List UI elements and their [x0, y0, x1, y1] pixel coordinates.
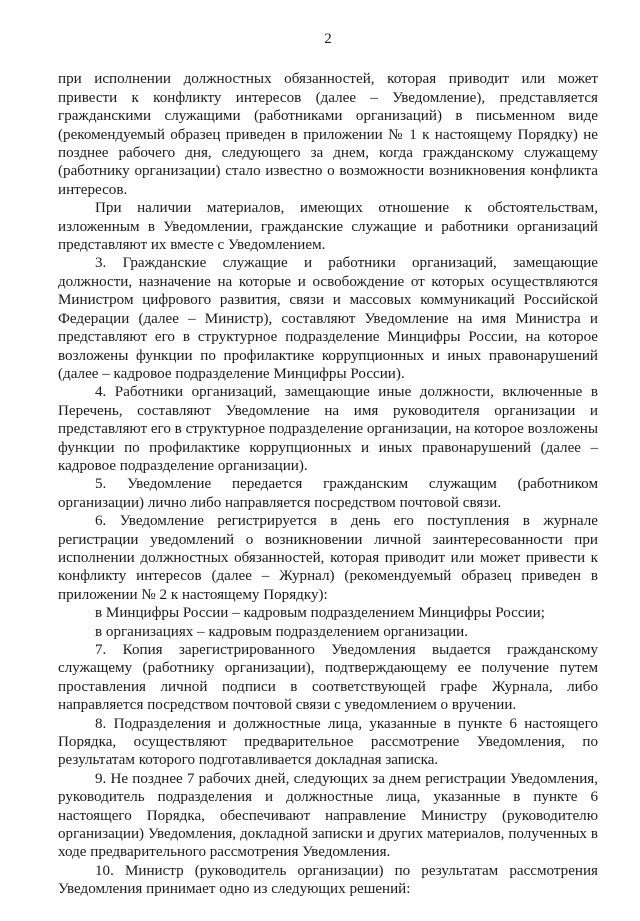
paragraph-item-3: 3. Гражданские служащие и работники организаций, замещающие должности, назначение на которые и освобождение от которых осуществляются Министром цифрового развития, связи и массовых коммуникаций Российской Федерации (далее – Министр), составляют Уведомление на имя Министра и представляют его в структурное подразделение Минцифры России, на которое возложены функции по профилактике коррупционных и иных правонарушений (далее – кадровое подразделение Минцифры России).: [58, 255, 598, 382]
paragraph-materials: При наличии материалов, имеющих отношение к обстоятельствам, изложенным в Уведомлении, гражданские служащие и работники организаций представляют их вместе с Уведомлением.: [58, 200, 598, 254]
paragraph-item-9: 9. Не позднее 7 рабочих дней, следующих за днем регистрации Уведомления, руководитель подразделения и должностные лица, указанные в пункте 6 настоящего Порядка, обеспечивают направление Министру (руководителю организации) Уведомления, докладной записки и других материалов, полученных в ходе предварительного рассмотрения Уведомления.: [58, 770, 598, 861]
paragraph-item-6-ministry: в Минцифры России – кадровым подразделением Минцифры России;: [95, 605, 545, 622]
paragraph-item-6-organizations: в организациях – кадровым подразделением организации.: [95, 623, 469, 640]
paragraph-item-10: 10. Министр (руководитель организации) по результатам рассмотрения Уведомления принимает одно из следующих решений:: [58, 862, 598, 898]
paragraph-item-8: 8. Подразделения и должностные лица, указанные в пункте 6 настоящего Порядка, осуществляют предварительное рассмотрение Уведомления, по результатам которого подготавливается докладная записка.: [58, 715, 598, 769]
paragraph-item-4: 4. Работники организаций, замещающие иные должности, включенные в Перечень, составляют Уведомление на имя руководителя организации и представляют его в структурное подразделение организации, на которое возложены функции по профилактике коррупционных и иных правонарушений (далее – кадровое подразделение организации).: [58, 384, 599, 474]
paragraph-item-5: 5. Уведомление передается гражданским служащим (работником организации) лично либо направляется посредством почтовой связи.: [58, 476, 598, 511]
paragraph-continuation: при исполнении должностных обязанностей, которая приводит или может привести к конфликту интересов (далее – Уведомление), представляется гражданскими служащими (работниками организаций) в письменном виде (рекомендуемый образец приведен в приложении № 1 к настоящему Порядку) не позднее рабочего дня, следующего за днем, когда гражданскому служащему (работнику организации) стало известно о возможности возникновения конфликта интересов.: [58, 71, 598, 198]
paragraph-item-7: 7. Копия зарегистрированного Уведомления выдается гражданскому служащему (работнику организации), подтверждающему ее получение путем проставления личной подписи в соответствующей графе Журнала, либо направляется посредством почтовой связи с уведомлением о вручении.: [58, 642, 598, 714]
document-page: [58, 30, 598, 899]
page-number: 2: [324, 31, 332, 47]
paragraph-item-6: 6. Уведомление регистрируется в день его поступления в журнале регистрации уведомлений о возникновении личной заинтересованности при исполнении должностных обязанностей, которая приводит или может привести к конфликту интересов (далее – Журнал) (рекомендуемый образец приведен в приложении № 2 к настоящему Порядку):: [58, 513, 598, 603]
